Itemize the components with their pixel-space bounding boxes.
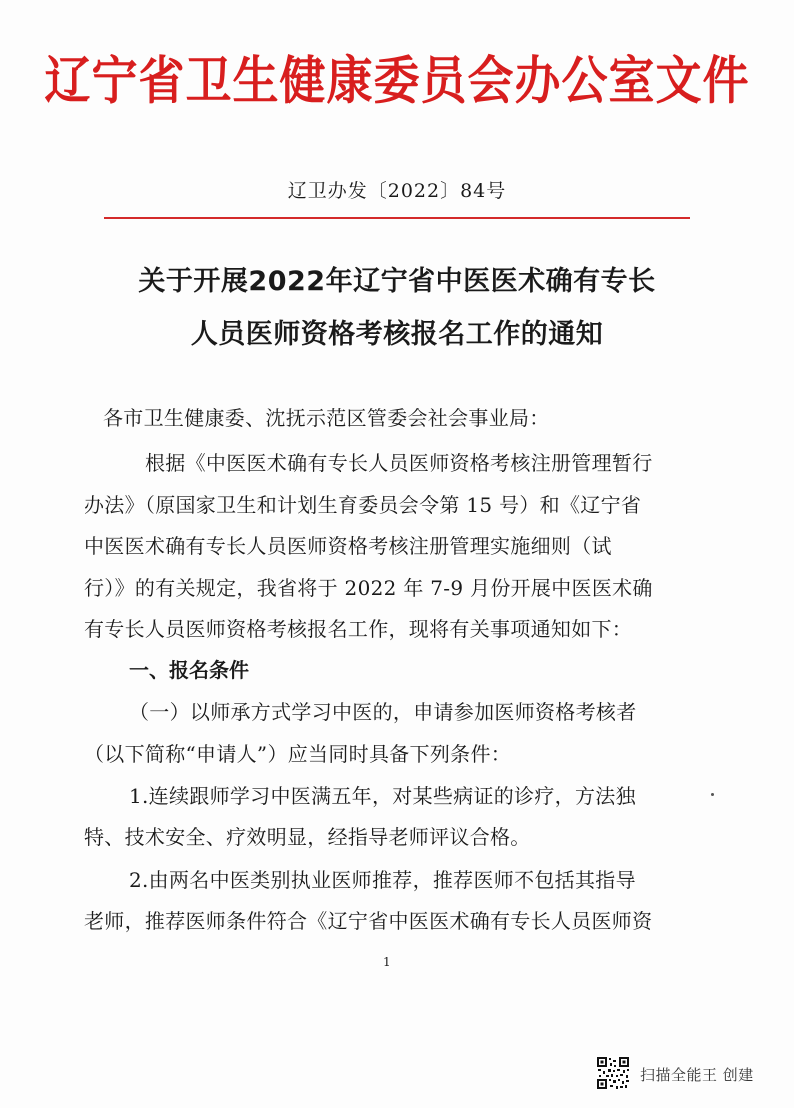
paragraph-line: 中医医术确有专长人员医师资格考核注册管理实施细则（试 bbox=[84, 534, 612, 558]
title-line-1: 关于开展2022年辽宁省中医医术确有专长 bbox=[138, 266, 656, 297]
paragraph-line: 老师，推荐医师条件符合《辽宁省中医医术确有专长人员医师资 bbox=[84, 909, 653, 933]
paragraph-line: 行）》的有关规定，我省将于 2022 年 7-9 月份开展中医医术确 bbox=[84, 576, 653, 600]
scan-speck bbox=[711, 793, 714, 796]
paragraph-line: 2.由两名中医类别执业医师推荐，推荐医师不包括其指导 bbox=[129, 868, 636, 892]
paragraph-line: （一）以师承方式学习中医的，申请参加医师资格考核者 bbox=[129, 700, 637, 724]
paragraph-line: 特、技术安全、疗效明显，经指导老师评议合格。 bbox=[84, 825, 531, 849]
paragraph-line: 有专长人员医师资格考核报名工作，现将有关事项通知如下： bbox=[84, 617, 633, 641]
title-line-2: 人员医师资格考核报名工作的通知 bbox=[190, 319, 604, 350]
qr-code-icon bbox=[596, 1056, 630, 1090]
document-number: 辽卫办发〔2022〕84号 bbox=[287, 180, 507, 202]
paragraph-line: （以下简称“申请人”）应当同时具备下列条件： bbox=[84, 742, 512, 766]
watermark-text: 扫描全能王 创建 bbox=[640, 1066, 754, 1084]
page-number: 1 bbox=[383, 955, 391, 969]
salutation: 各市卫生健康委、沈抚示范区管委会社会事业局： bbox=[103, 406, 550, 430]
issuer-header: 辽宁省卫生健康委员会办公室文件 bbox=[44, 50, 750, 111]
paragraph-line: 办法》（原国家卫生和计划生育委员会令第 15 号）和《辽宁省 bbox=[84, 493, 642, 517]
paragraph-line: 1.连续跟师学习中医满五年，对某些病证的诊疗，方法独 bbox=[129, 784, 636, 808]
paragraph-line: 根据《中医医术确有专长人员医师资格考核注册管理暂行 bbox=[145, 451, 653, 475]
scanner-watermark bbox=[596, 1056, 786, 1092]
section-heading: 一、报名条件 bbox=[129, 658, 249, 682]
red-divider bbox=[104, 217, 690, 219]
